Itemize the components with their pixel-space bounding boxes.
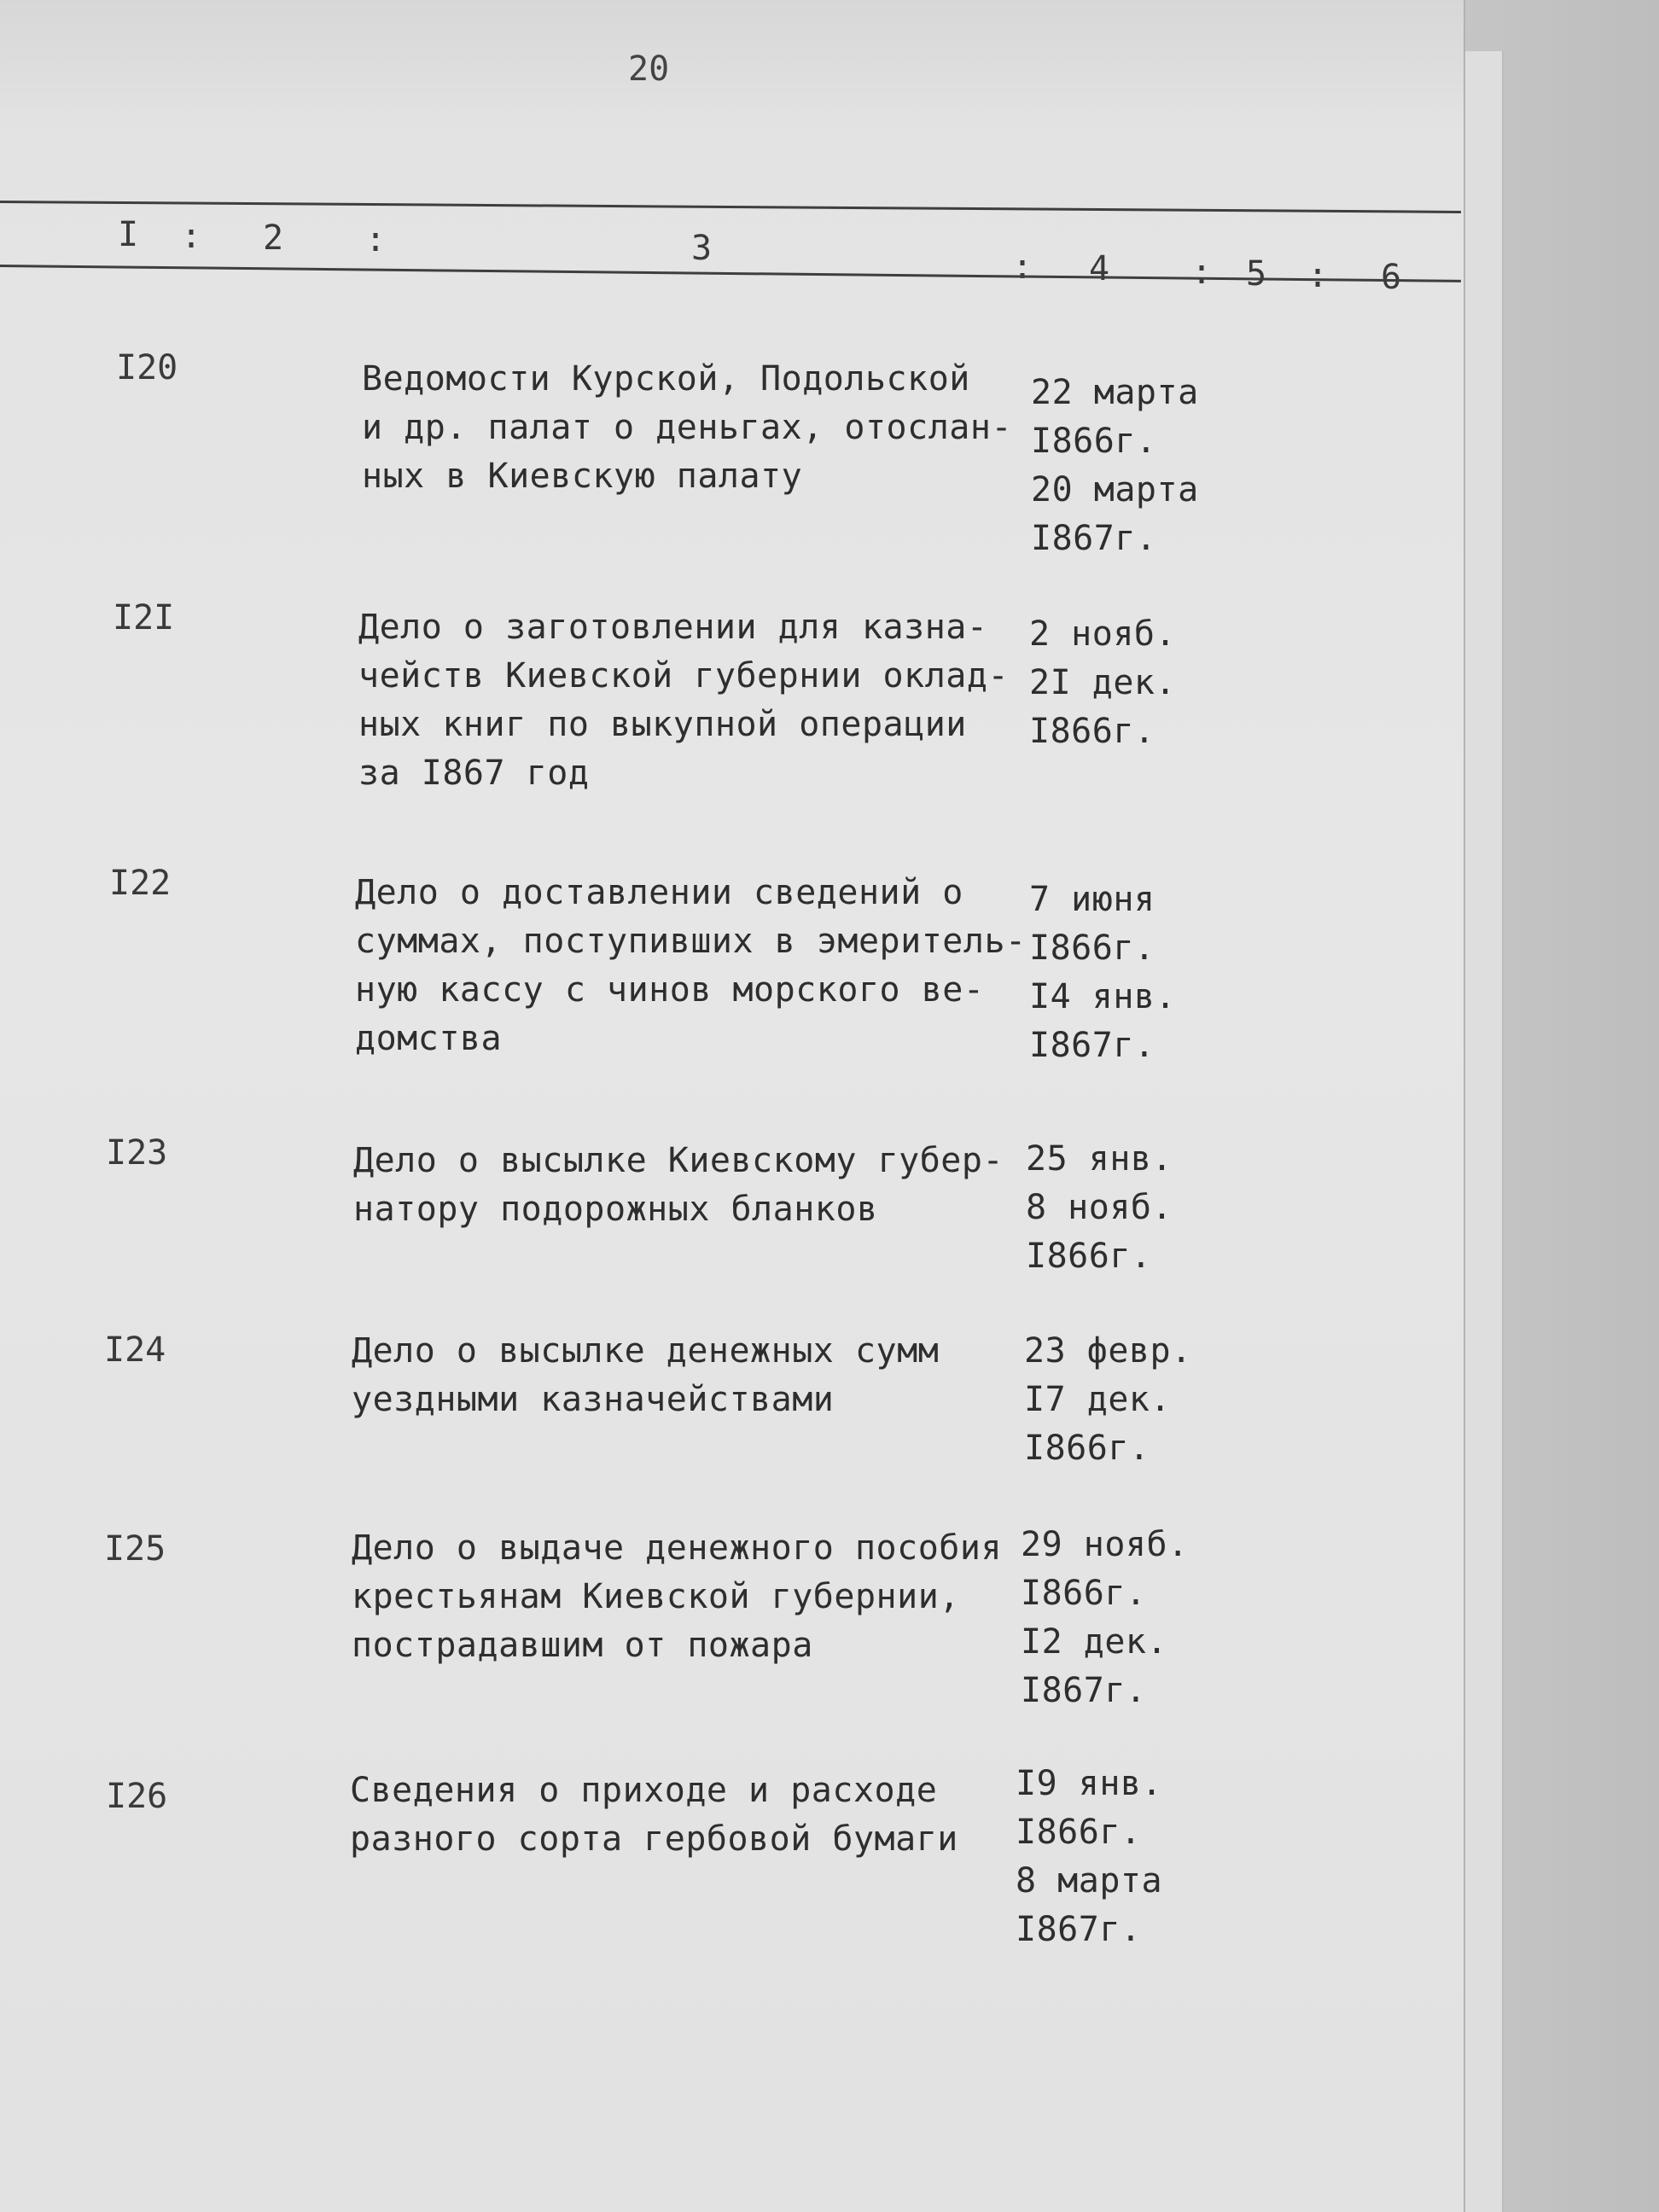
title-line: домства: [355, 1019, 503, 1058]
date-line: I4 янв.: [1029, 977, 1177, 1016]
title-line: Дело о выдаче денежного пособия: [352, 1528, 1003, 1568]
date-line: 2I дек.: [1029, 663, 1177, 702]
column-separator: :: [1191, 253, 1213, 292]
title-line: ных в Киевскую палату: [362, 457, 803, 496]
column-header-6: 6: [1381, 258, 1402, 297]
date-line: I7 дек.: [1024, 1380, 1172, 1419]
row-number: I22: [109, 864, 172, 903]
date-line: I866г.: [1024, 1429, 1150, 1468]
column-separator: :: [181, 217, 202, 256]
title-line: пострадавшим от пожара: [352, 1626, 813, 1665]
column-header-1: I: [118, 215, 139, 254]
date-line: I2 дек.: [1021, 1622, 1168, 1662]
title-line: уездными казначействами: [352, 1380, 835, 1419]
date-line: 2 нояб.: [1029, 614, 1177, 654]
title-line: чейств Киевской губернии оклад-: [358, 656, 1010, 696]
column-header-4: 4: [1089, 249, 1110, 288]
date-line: I866г.: [1029, 712, 1155, 751]
date-line: I866г.: [1021, 1574, 1147, 1613]
title-line: за I867 год: [358, 754, 590, 793]
title-line: Дело о высылке Киевскому губер-: [353, 1141, 1004, 1180]
header-rule-top: [0, 201, 1461, 213]
page-number: 20: [628, 49, 670, 89]
date-line: I866г.: [1026, 1237, 1152, 1276]
row-number: I2I: [113, 598, 175, 637]
date-line: I867г.: [1031, 519, 1157, 558]
date-line: 7 июня: [1029, 880, 1155, 919]
title-line: Ведомости Курской, Подольской: [362, 359, 970, 399]
date-line: 22 марта: [1031, 373, 1199, 412]
title-line: суммах, поступивших в эмеритель-: [355, 922, 1027, 961]
row-number: I26: [106, 1777, 168, 1816]
column-header-3: 3: [691, 229, 713, 268]
date-line: I867г.: [1029, 1026, 1155, 1065]
date-line: 8 марта: [1016, 1861, 1163, 1901]
title-line: и др. палат о деньгах, отослан-: [362, 408, 1013, 447]
date-line: I866г.: [1016, 1813, 1142, 1852]
date-line: 8 нояб.: [1026, 1188, 1173, 1227]
title-line: крестьянам Киевской губернии,: [352, 1577, 960, 1616]
row-number: I24: [104, 1330, 166, 1370]
title-line: Дело о доставлении сведений о: [355, 873, 963, 912]
date-line: 23 февр.: [1024, 1331, 1192, 1371]
date-line: I867г.: [1021, 1671, 1147, 1710]
column-header-5: 5: [1246, 254, 1267, 294]
row-number: I25: [104, 1529, 166, 1569]
title-line: разного сорта гербовой бумаги: [350, 1819, 958, 1859]
date-line: 20 марта: [1031, 470, 1199, 509]
date-line: 29 нояб.: [1021, 1525, 1189, 1564]
date-line: 25 янв.: [1026, 1139, 1173, 1179]
title-line: ную кассу с чинов морского ве-: [355, 970, 985, 1010]
title-line: Дело о высылке денежных сумм: [352, 1331, 940, 1371]
column-separator: :: [1307, 256, 1329, 295]
column-separator: :: [365, 220, 387, 259]
date-line: I866г.: [1029, 928, 1155, 968]
title-line: ных книг по выкупной операции: [358, 705, 967, 744]
date-line: I866г.: [1031, 422, 1157, 461]
row-number: I20: [116, 348, 178, 387]
header-rule-bottom: [0, 265, 1461, 282]
title-line: натору подорожных бланков: [353, 1190, 878, 1229]
date-line: I867г.: [1016, 1910, 1142, 1949]
column-header-2: 2: [263, 218, 284, 258]
title-line: Дело о заготовлении для казна-: [358, 608, 988, 647]
date-line: I9 янв.: [1016, 1764, 1163, 1803]
row-number: I23: [106, 1133, 168, 1173]
title-line: Сведения о приходе и расходе: [350, 1771, 938, 1810]
column-separator: :: [1012, 247, 1033, 287]
